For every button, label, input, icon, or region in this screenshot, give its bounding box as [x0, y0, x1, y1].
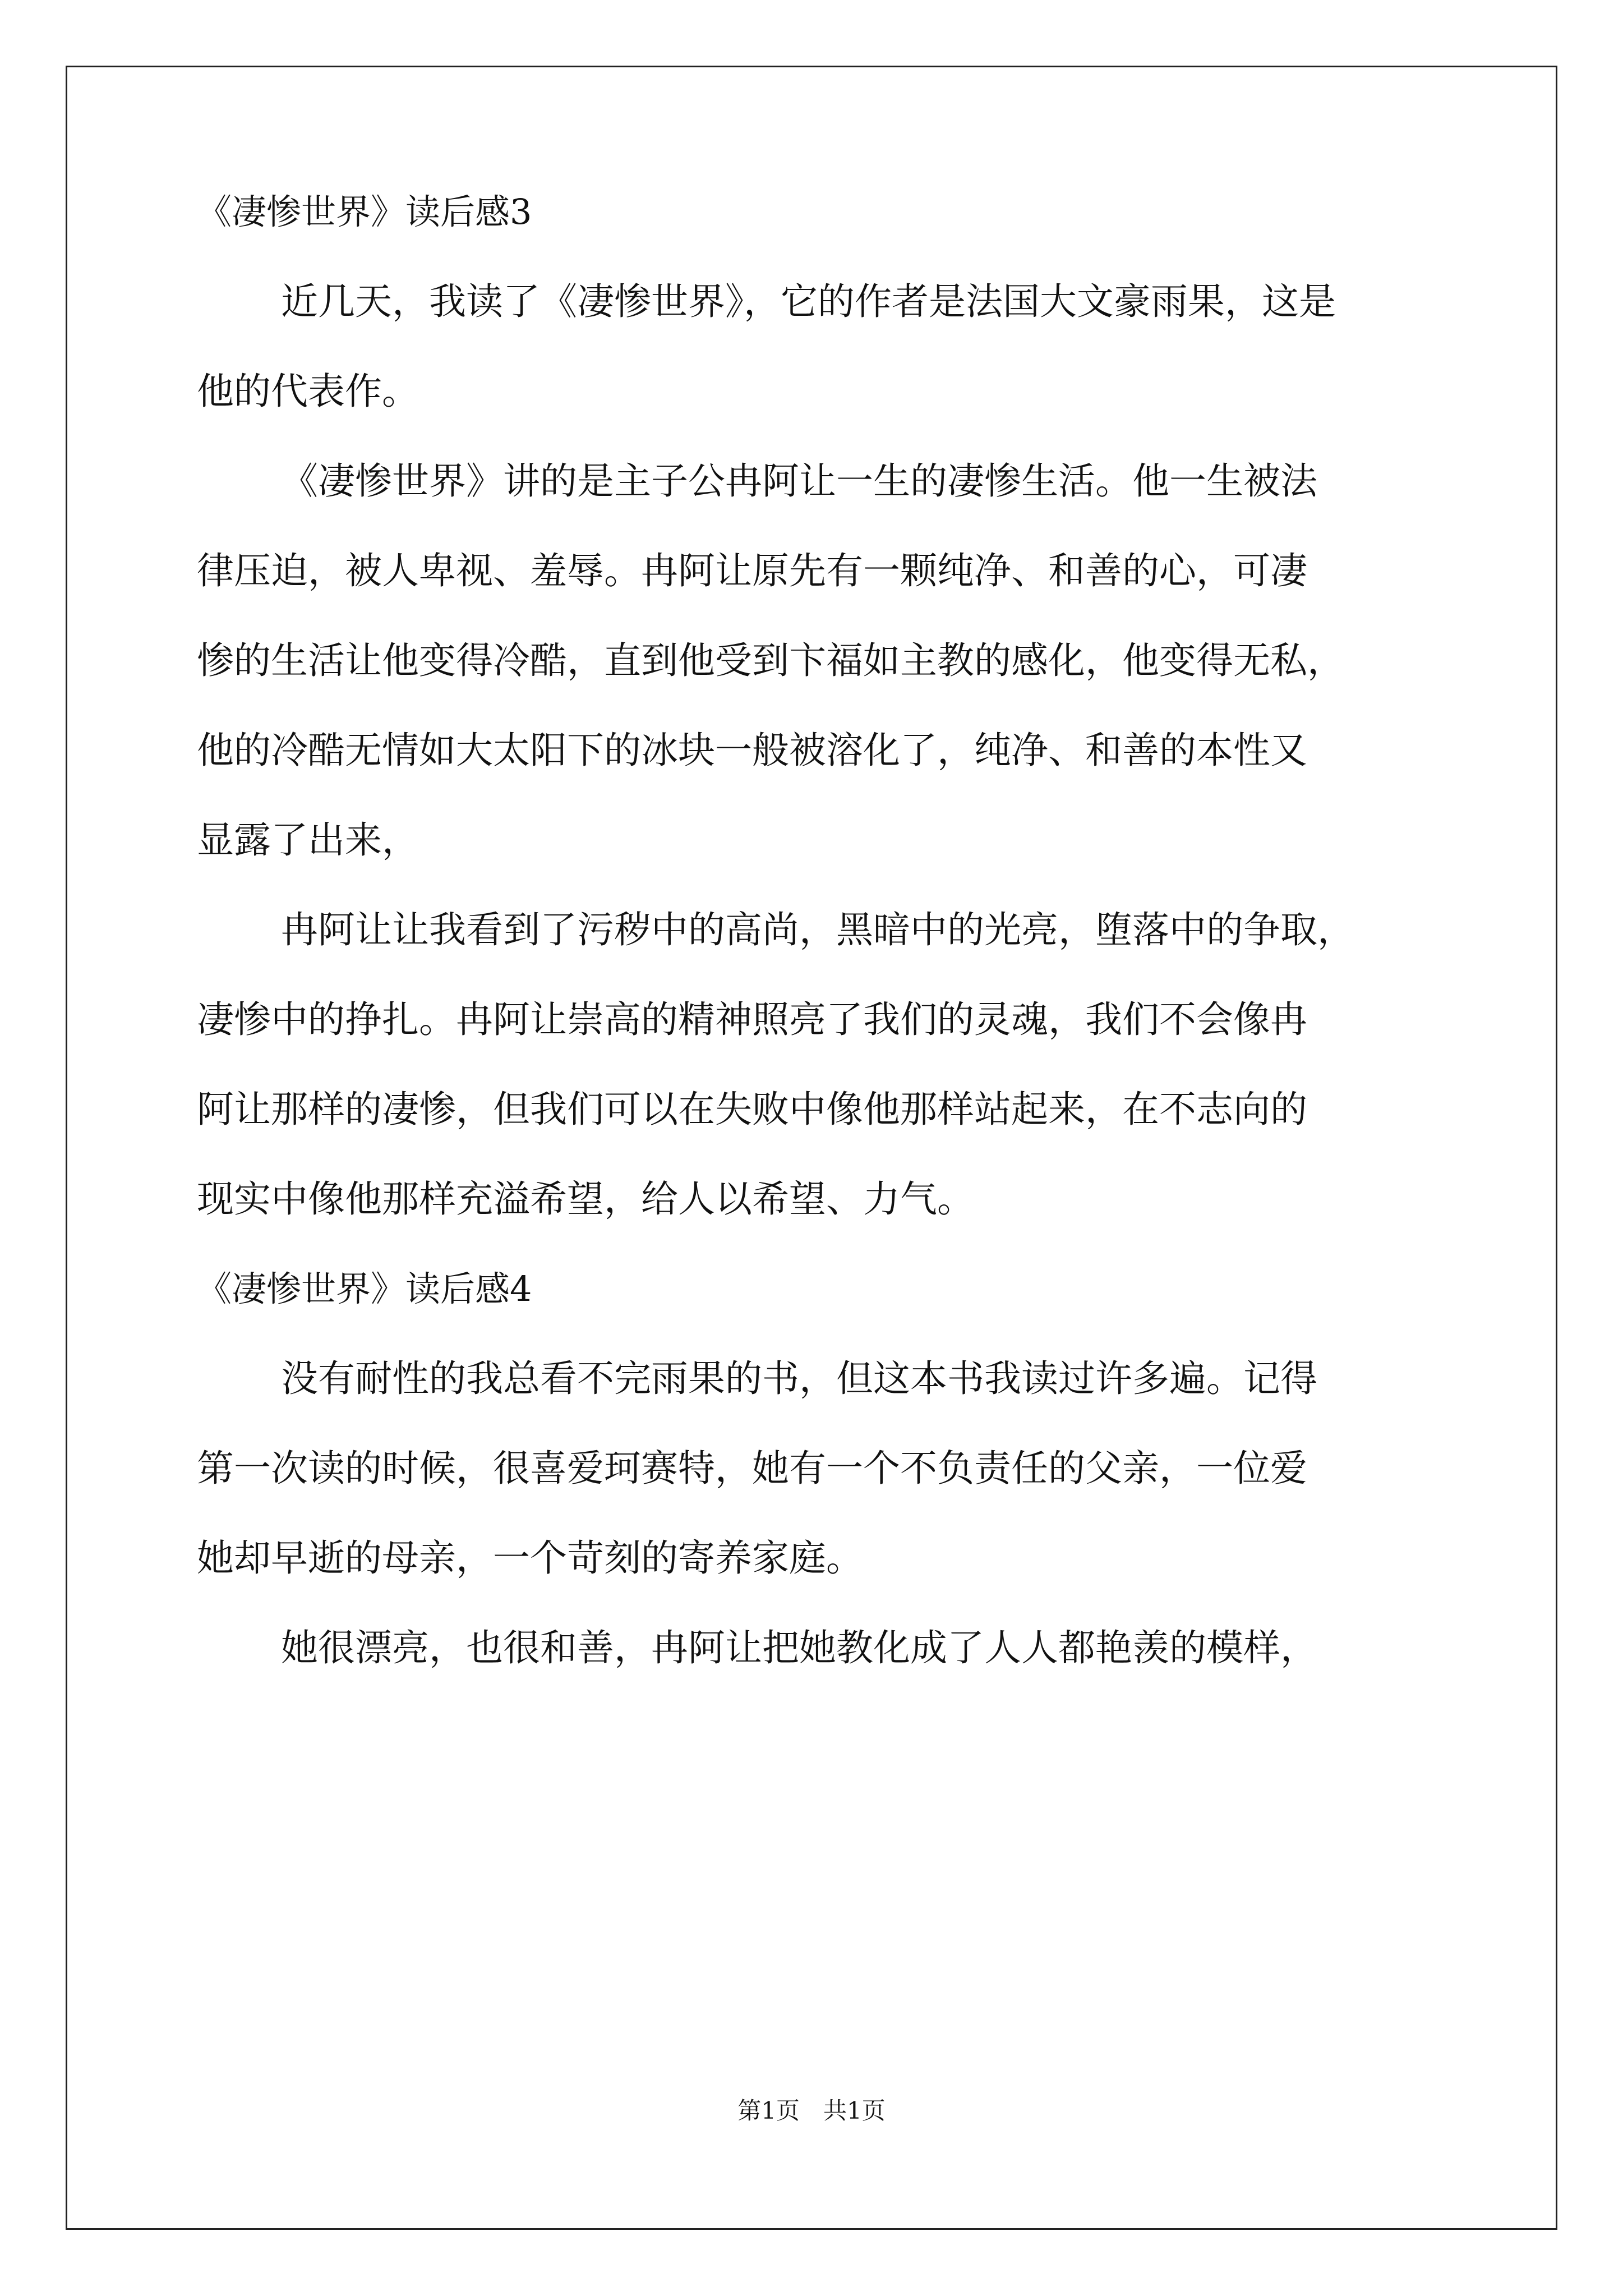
text-line: 凄惨中的挣扎。冉阿让崇高的精神照亮了我们的灵魂，我们不会像冉 [197, 998, 1307, 1041]
paragraph [197, 279, 1431, 414]
text-line: 现实中像他那样充溢希望，给人以希望、力气。 [197, 1177, 974, 1221]
paragraph [197, 908, 1431, 1222]
text-line: 他的代表作。 [197, 370, 419, 413]
page-footer: 第1页 共1页 [737, 2097, 886, 2124]
text-line: 他的冷酷无情如大太阳下的冰块一般被溶化了，纯净、和善的本性又 [197, 729, 1307, 772]
text-line: 没有耐性的我总看不完雨果的书，但这本书我读过许多遍。记得 [281, 1357, 1317, 1400]
text-line: 她却早逝的母亲，一个苛刻的寄养家庭。 [197, 1536, 863, 1580]
paragraph [197, 459, 1431, 863]
text-line: 第一次读的时候，很喜爱珂赛特，她有一个不负责任的父亲，一位爱 [197, 1447, 1307, 1490]
text-line: 她很漂亮，也很和善，冉阿让把她教化成了人人都艳羡的模样， [281, 1626, 1317, 1669]
text-line: 惨的生活让他变得冷酷，直到他受到卞福如主教的感化，他变得无私， [197, 639, 1344, 682]
text-line: 显露了出来， [197, 818, 419, 862]
section-heading: 《凄惨世界》读后感4 [197, 1268, 532, 1309]
text-line: 近几天，我读了《凄惨世界》，它的作者是法国大文豪雨果，这是 [281, 280, 1336, 323]
text-line: 《凄惨世界》讲的是主子公冉阿让一生的凄惨生活。他一生被法 [281, 459, 1317, 503]
text-line: 冉阿让让我看到了污秽中的高尚，黑暗中的光亮，堕落中的争取， [281, 908, 1354, 951]
section-heading: 《凄惨世界》读后感3 [197, 191, 532, 232]
text-line: 阿让那样的凄惨，但我们可以在失败中像他那样站起来，在不志向的 [197, 1088, 1307, 1131]
text-line: 律压迫，被人卑视、羞辱。冉阿让原先有一颗纯净、和善的心，可凄 [197, 549, 1307, 592]
paragraph [197, 1356, 1431, 1581]
document-body [197, 190, 1431, 1715]
paragraph [197, 1626, 1431, 1671]
